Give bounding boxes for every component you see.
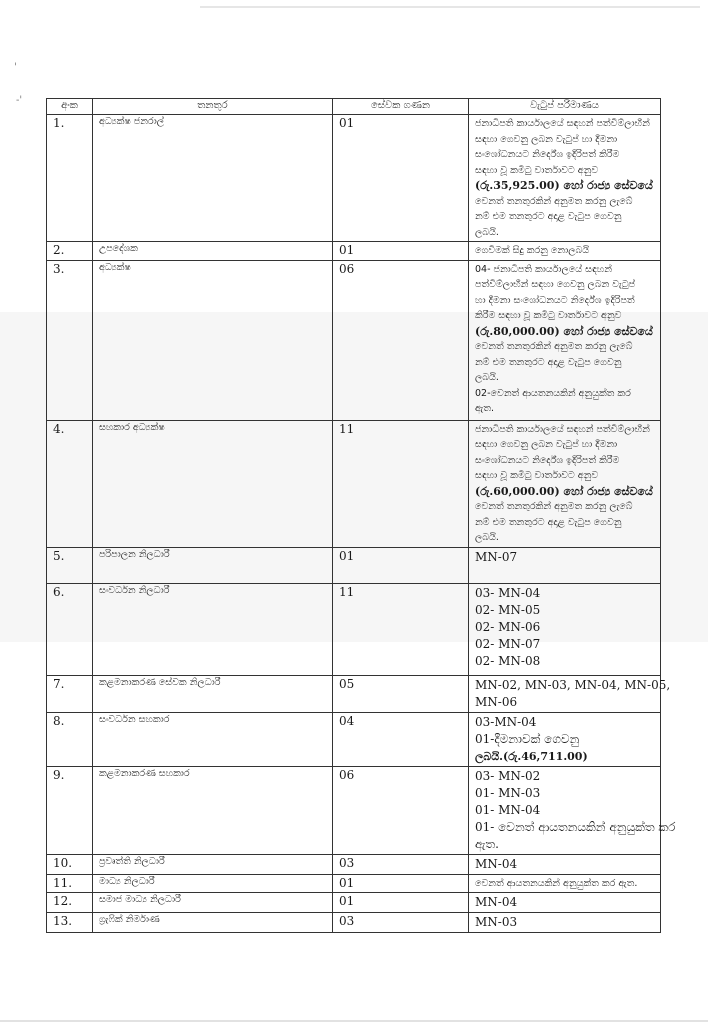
salary-scale [469, 766, 676, 854]
salary-line: 02- MN-05 [475, 602, 541, 617]
header-staff-count: සේවක ගණන [333, 99, 469, 115]
page-edge [200, 6, 700, 8]
post-title: ප්‍රවෘත්ති නිලධාරී [93, 854, 333, 874]
salary-line: 02- MN-08 [475, 653, 541, 668]
salary-line: 01-දීමනාවක් ගෙවනු [475, 731, 580, 746]
salary-scale [469, 420, 661, 547]
salary-line: 02- MN-07 [475, 636, 541, 651]
staff-count: 04 [333, 712, 469, 766]
row-number: 10. [47, 854, 93, 874]
salary-scale [469, 675, 671, 712]
row-number: 5. [47, 547, 93, 583]
salary-line: ඇත. [475, 403, 494, 414]
post-title: සහකාර අධ්‍යක්ෂ [93, 420, 333, 547]
header-post: තනතුර [93, 99, 333, 115]
salary-line: MN-04 [475, 856, 518, 871]
salary-scale [469, 893, 661, 913]
post-title: ග්‍රැෆික් නිර්මාණ [93, 913, 333, 933]
salary-line: වෙනත් ආයතනයකින් අනුයුක්ත කර ඇත. [475, 877, 638, 889]
salary-scale [469, 115, 661, 242]
post-title: පරිපාලන නිලධාරී [93, 547, 333, 583]
table-row [47, 242, 661, 261]
table-row [47, 547, 661, 583]
salary-line: MN-06 [475, 694, 518, 709]
salary-scale [469, 712, 661, 766]
staff-count: 03 [333, 913, 469, 933]
staff-count: 11 [333, 420, 469, 547]
staff-count: 06 [333, 766, 469, 854]
salary-line: සඳහා ගෙවනු ලබන වැටුප් හා දීමනා [475, 133, 618, 145]
salary-scale [469, 242, 661, 261]
salary-line: (රු.80,000.00) හෝ රාජ්‍ය සේවයේ [475, 324, 653, 338]
table-row [47, 712, 661, 766]
table-row [47, 854, 661, 874]
table-row [47, 893, 661, 913]
salary-line: ලබයි.(රු.46,711.00) [475, 749, 588, 763]
table-row [47, 766, 661, 854]
post-title: අධ්‍යක්ෂ ජනරාල් [93, 115, 333, 242]
salary-line: MN-03 [475, 915, 518, 929]
salary-line: ගෙවීමක් සිදු කරනු නොලබයි [475, 245, 590, 256]
row-number: 3. [47, 260, 93, 420]
staff-count: 01 [333, 547, 469, 583]
table-row [47, 115, 661, 242]
salary-line: 02- MN-06 [475, 619, 541, 634]
staff-count: 01 [333, 874, 469, 893]
salary-line: ඇත. [475, 836, 499, 851]
staff-count: 11 [333, 583, 469, 675]
page-edge [0, 1020, 708, 1022]
salary-line: වෙනත් තනතුරකින් අනුමත කරනු ලැබේ [475, 195, 633, 207]
staff-count: 03 [333, 854, 469, 874]
salary-scale [469, 260, 661, 420]
salary-line: හා දීමනා සංශෝධනයට නිර්දේශ ඉදිරිපත් [475, 294, 635, 306]
staff-count: 01 [333, 115, 469, 242]
staff-count: 01 [333, 242, 469, 261]
scan-mark: ' [14, 62, 17, 73]
salary-scale [469, 583, 661, 675]
table-row [47, 583, 661, 675]
salary-line: සඳහා වූ කමිටු වාර්තාවට අනුව [475, 470, 599, 481]
salary-line: 03- MN-02 [475, 768, 541, 783]
staff-count: 01 [333, 893, 469, 913]
salary-line: 01- MN-03 [475, 785, 541, 800]
salary-scale [469, 874, 661, 893]
salary-line: සඳහා වූ කමිටු වාර්තාවට අනුව [475, 164, 599, 176]
salary-line: කිරීම සඳහා වූ කමිටු වාර්තාවට අනුව [475, 310, 622, 321]
salary-line: MN-04 [475, 895, 518, 909]
salary-line: ලබයි. [475, 532, 499, 543]
salary-line: වෙනත් තනතුරකින් අනුමත කරනු ලැබේ [475, 341, 633, 352]
scan-mark: -' [16, 95, 23, 106]
salary-line: නම් එම තනතුරට අදාළ වැටුප ගෙවනු [475, 211, 622, 222]
salary-line: MN-02, MN-03, MN-04, MN-05, [475, 677, 671, 692]
salary-line: පත්වීම්ලාභීන් සඳහා ගෙවනු ලබන වැටුප් [475, 279, 636, 290]
post-title: මාධ්‍ය නිලධාරී [93, 874, 333, 893]
row-number: 13. [47, 913, 93, 933]
salary-line: සඳහා ගෙවනු ලබන වැටුප් හා දීමනා [475, 439, 618, 450]
salary-line: 02-වෙනත් ආයතනයකින් අනුයුක්ත කර [475, 387, 631, 399]
row-number: 4. [47, 420, 93, 547]
row-number: 9. [47, 766, 93, 854]
row-number: 8. [47, 712, 93, 766]
post-title: කළමනාකරණ සහකාර [93, 766, 333, 854]
salary-line: 01- වෙනත් ආයතනයකින් අනුයුක්ත කර [475, 819, 676, 834]
salary-line: ලබයි. [475, 226, 499, 238]
table-row [47, 874, 661, 893]
table-row [47, 675, 661, 712]
header-number: අංක [47, 99, 93, 115]
salary-line: සංශෝධනයට නිර්දේශ ඉදිරිපත් කිරීම [475, 149, 620, 160]
salary-scale [469, 547, 661, 583]
salary-line: නම් එම තනතුරට අදාළ වැටුප ගෙවනු [475, 356, 622, 368]
row-number: 11. [47, 874, 93, 893]
salary-line: (රු.60,000.00) හෝ රාජ්‍ය සේවයේ [475, 484, 653, 498]
salary-line: 03- MN-04 [475, 585, 541, 600]
post-title: උපදේශක [93, 242, 333, 261]
salary-line: MN-07 [475, 549, 518, 564]
row-number: 7. [47, 675, 93, 712]
header-salary-scale: වැටුප් පරිමාණය [469, 99, 661, 115]
post-title: සංවර්ධන නිලධාරී [93, 583, 333, 675]
row-number: 1. [47, 115, 93, 242]
salary-line: 04- ජනාධිපති කාර්යාලයේ සඳහන් [475, 263, 612, 275]
staff-count: 05 [333, 675, 469, 712]
salary-line: නම් එම තනතුරට අදාළ වැටුප ගෙවනු [475, 516, 622, 528]
post-title: සංවර්ධන සහකාර [93, 712, 333, 766]
table-row [47, 420, 661, 547]
salary-scale [469, 854, 661, 874]
table-row [47, 260, 661, 420]
salary-line: ජනාධිපති කාර්යාලයේ සඳහන් පත්වීම්ලාභීන් [475, 118, 650, 129]
salary-scale [469, 913, 661, 933]
row-number: 2. [47, 242, 93, 261]
table-header-row [47, 99, 661, 115]
post-title: සමාජ මාධ්‍ය නිලධාරී [93, 893, 333, 913]
staff-table [46, 98, 676, 933]
salary-line: වෙනත් තනතුරකින් අනුමත කරනු ලැබේ [475, 501, 633, 512]
table-row [47, 913, 661, 933]
salary-line: සංශෝධනයට නිර්දේශ ඉදිරිපත් කිරීම [475, 454, 620, 466]
salary-line: 01- MN-04 [475, 802, 541, 817]
post-title: කළමනාකරණ සේවක නිලධාරී [93, 675, 333, 712]
salary-line: 03-MN-04 [475, 714, 537, 729]
staff-count: 06 [333, 260, 469, 420]
salary-line: ලබයි. [475, 372, 499, 383]
row-number: 12. [47, 893, 93, 913]
salary-line: ජනාධිපති කාර්යාලයේ සඳහන් පත්වීම්ලාභීන් [475, 423, 650, 435]
post-title: අධ්‍යක්ෂ [93, 260, 333, 420]
salary-line: (රු.35,925.00) හෝ රාජ්‍ය සේවයේ [475, 179, 653, 192]
row-number: 6. [47, 583, 93, 675]
